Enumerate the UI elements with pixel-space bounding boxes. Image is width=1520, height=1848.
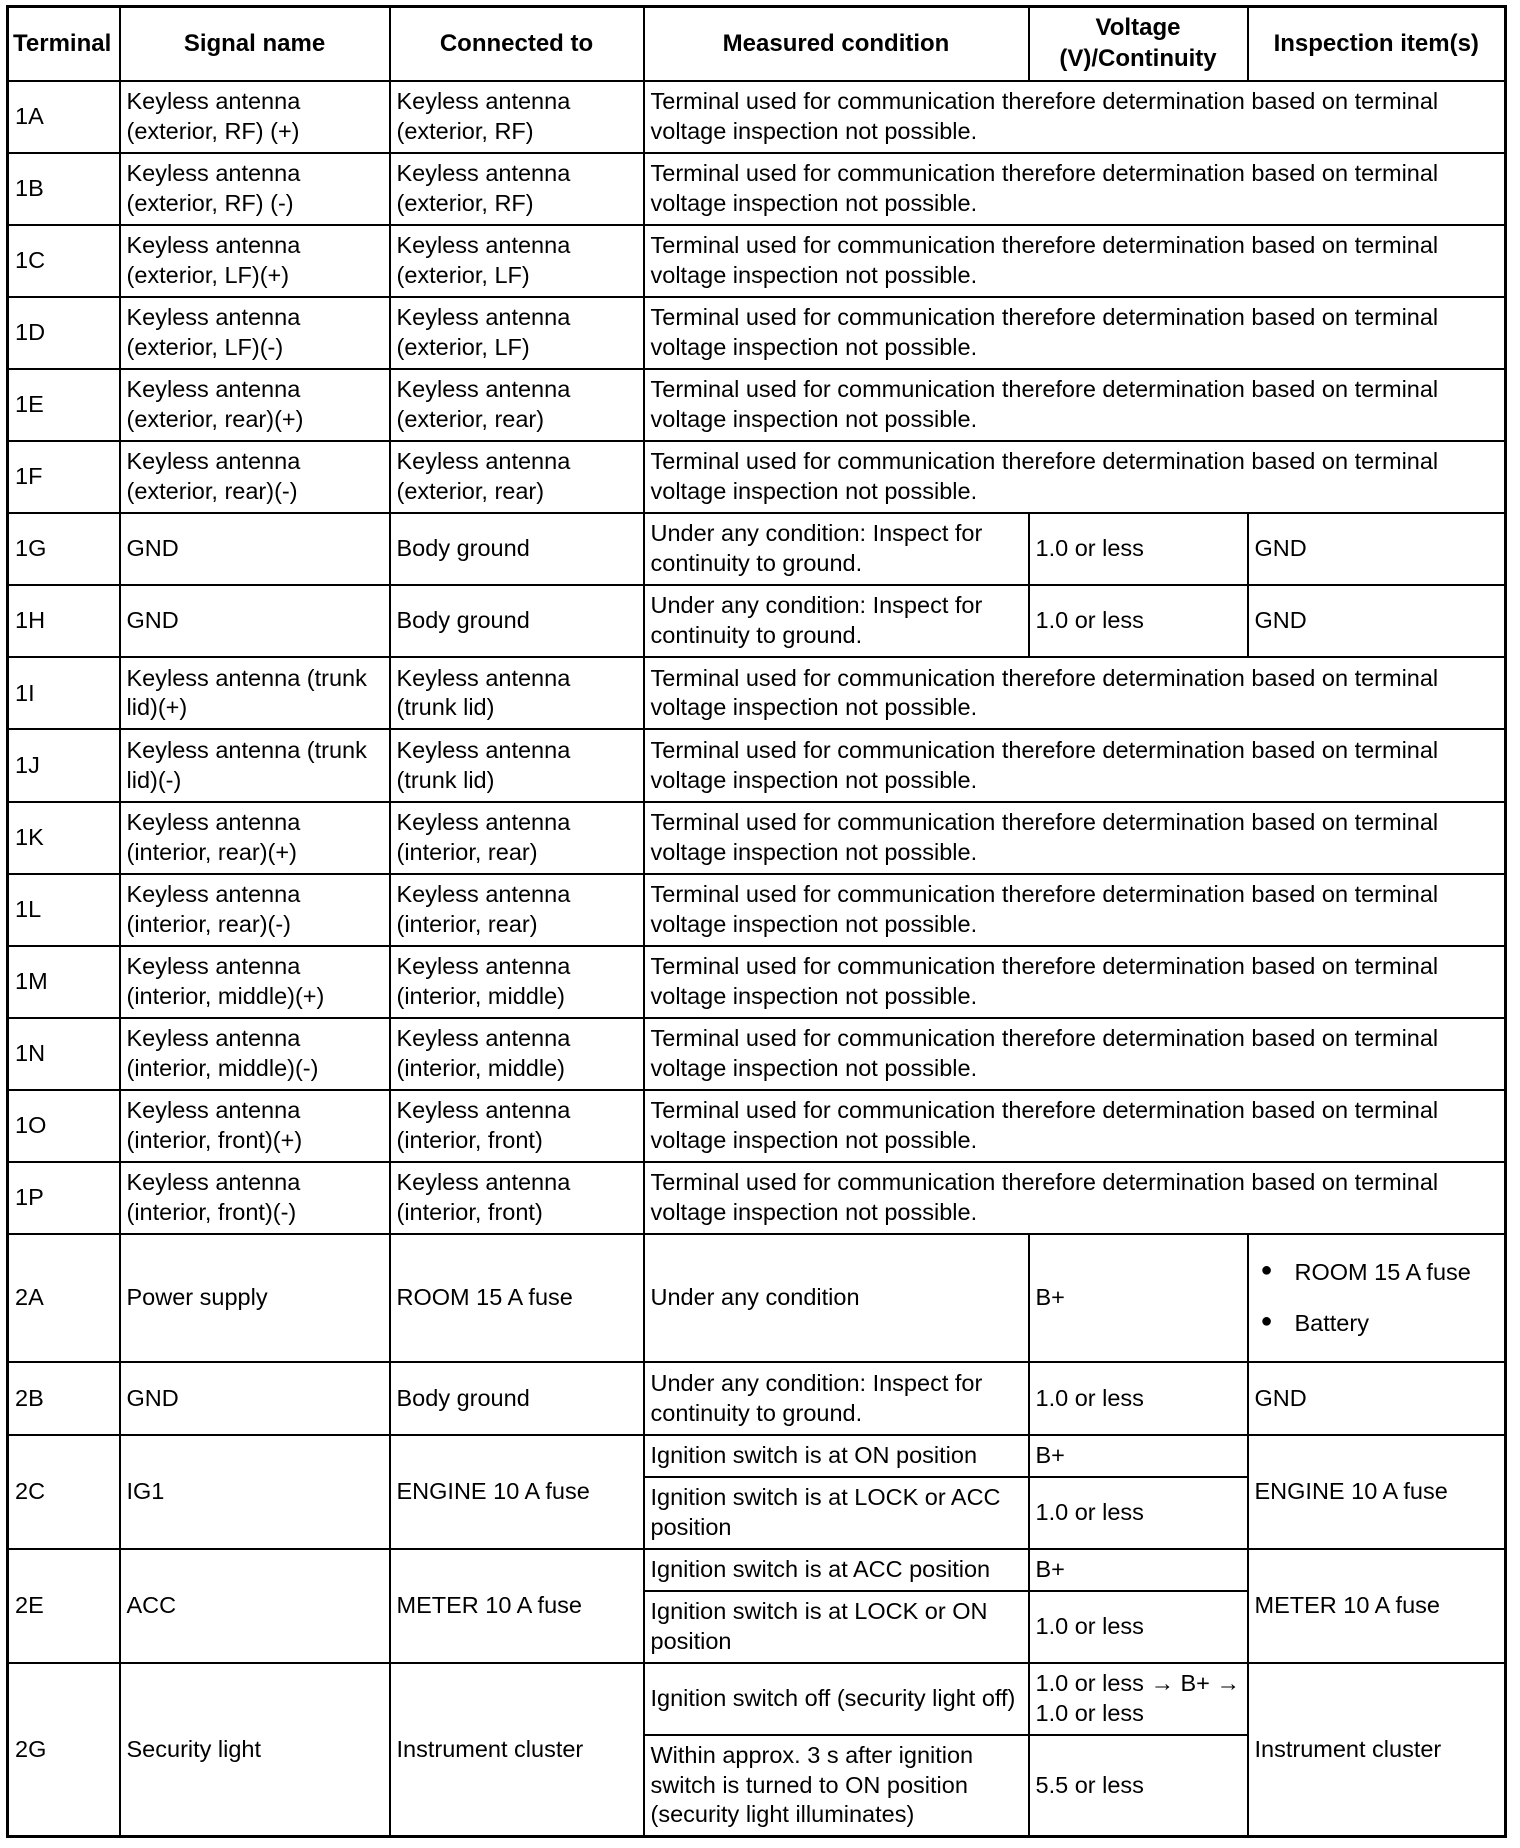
connected-cell: Keyless antenna (interior, front) xyxy=(390,1090,644,1162)
connected-cell: Keyless antenna (interior, middle) xyxy=(390,1018,644,1090)
condition-cell: Ignition switch off (security light off) xyxy=(644,1663,1029,1735)
voltage-cell: 1.0 or less → B+ → 1.0 or less xyxy=(1029,1663,1248,1735)
table-row xyxy=(8,1362,1506,1434)
signal-cell: Keyless antenna (interior, rear)(+) xyxy=(120,802,390,874)
terminal-cell: 2A xyxy=(8,1234,120,1362)
signal-cell: Keyless antenna (exterior, RF) (+) xyxy=(120,81,390,153)
signal-cell: Keyless antenna (exterior, LF)(+) xyxy=(120,225,390,297)
terminal-cell: 1M xyxy=(8,946,120,1018)
connected-cell: Keyless antenna (interior, middle) xyxy=(390,946,644,1018)
inspection-cell: Instrument cluster xyxy=(1248,1663,1506,1837)
signal-cell: GND xyxy=(120,585,390,657)
connected-cell: Keyless antenna (exterior, RF) xyxy=(390,153,644,225)
terminal-cell: 1G xyxy=(8,513,120,585)
signal-cell: Keyless antenna (interior, front)(+) xyxy=(120,1090,390,1162)
connected-cell: Body ground xyxy=(390,513,644,585)
terminal-cell: 1A xyxy=(8,81,120,153)
terminal-cell: 2E xyxy=(8,1549,120,1663)
communication-note: Terminal used for communication therefore determination based on terminal voltage inspection not possible. xyxy=(644,874,1506,946)
connected-cell: Body ground xyxy=(390,585,644,657)
connected-cell: Keyless antenna (exterior, LF) xyxy=(390,297,644,369)
condition-cell: Ignition switch is at LOCK or ACC position xyxy=(644,1477,1029,1549)
table-row xyxy=(8,1435,1506,1477)
signal-cell: Keyless antenna (exterior, LF)(-) xyxy=(120,297,390,369)
table-row xyxy=(8,729,1506,801)
connected-cell: METER 10 A fuse xyxy=(390,1549,644,1663)
table-row xyxy=(8,585,1506,657)
voltage-cell: 1.0 or less xyxy=(1029,1591,1248,1663)
connected-cell: ROOM 15 A fuse xyxy=(390,1234,644,1362)
connected-cell: Body ground xyxy=(390,1362,644,1434)
connected-cell: Keyless antenna (interior, rear) xyxy=(390,874,644,946)
terminal-cell: 2C xyxy=(8,1435,120,1549)
signal-cell: Security light xyxy=(120,1663,390,1837)
signal-cell: Keyless antenna (trunk lid)(-) xyxy=(120,729,390,801)
header-signal-name: Signal name xyxy=(120,7,390,81)
terminal-cell: 1E xyxy=(8,369,120,441)
connected-cell: Keyless antenna (exterior, RF) xyxy=(390,81,644,153)
condition-cell: Under any condition: Inspect for continuity to ground. xyxy=(644,585,1029,657)
signal-cell: Keyless antenna (exterior, rear)(+) xyxy=(120,369,390,441)
table-row xyxy=(8,513,1506,585)
table-row xyxy=(8,946,1506,1018)
signal-cell: Keyless antenna (trunk lid)(+) xyxy=(120,657,390,729)
inspection-cell: ENGINE 10 A fuse xyxy=(1248,1435,1506,1549)
inspection-cell xyxy=(1248,1234,1506,1362)
table-row xyxy=(8,1663,1506,1735)
terminal-cell: 2G xyxy=(8,1663,120,1837)
connected-cell: Keyless antenna (trunk lid) xyxy=(390,729,644,801)
communication-note: Terminal used for communication therefore determination based on terminal voltage inspection not possible. xyxy=(644,729,1506,801)
communication-note: Terminal used for communication therefore determination based on terminal voltage inspection not possible. xyxy=(644,297,1506,369)
connected-cell: Keyless antenna (exterior, rear) xyxy=(390,441,644,513)
table-row xyxy=(8,1549,1506,1591)
communication-note: Terminal used for communication therefore determination based on terminal voltage inspection not possible. xyxy=(644,657,1506,729)
signal-cell: IG1 xyxy=(120,1435,390,1549)
condition-cell: Under any condition: Inspect for continuity to ground. xyxy=(644,513,1029,585)
table-row xyxy=(8,874,1506,946)
communication-note: Terminal used for communication therefore determination based on terminal voltage inspection not possible. xyxy=(644,802,1506,874)
connected-cell: Keyless antenna (exterior, LF) xyxy=(390,225,644,297)
connected-cell: Keyless antenna (interior, front) xyxy=(390,1162,644,1234)
inspection-cell: GND xyxy=(1248,585,1506,657)
voltage-cell: B+ xyxy=(1029,1234,1248,1362)
condition-cell: Ignition switch is at ACC position xyxy=(644,1549,1029,1591)
voltage-cell: 5.5 or less xyxy=(1029,1735,1248,1836)
signal-cell: GND xyxy=(120,513,390,585)
signal-cell: Keyless antenna (interior, rear)(-) xyxy=(120,874,390,946)
table-row xyxy=(8,657,1506,729)
terminal-cell: 1L xyxy=(8,874,120,946)
table-row xyxy=(8,81,1506,153)
inspection-cell: GND xyxy=(1248,1362,1506,1434)
terminal-cell: 1I xyxy=(8,657,120,729)
table-row xyxy=(8,1234,1506,1362)
connected-cell: ENGINE 10 A fuse xyxy=(390,1435,644,1549)
communication-note: Terminal used for communication therefore determination based on terminal voltage inspection not possible. xyxy=(644,1090,1506,1162)
header-row xyxy=(8,7,1506,81)
table-row xyxy=(8,1090,1506,1162)
signal-cell: ACC xyxy=(120,1549,390,1663)
voltage-cell: 1.0 or less xyxy=(1029,585,1248,657)
connected-cell: Keyless antenna (interior, rear) xyxy=(390,802,644,874)
signal-cell: Keyless antenna (exterior, RF) (-) xyxy=(120,153,390,225)
communication-note: Terminal used for communication therefore determination based on terminal voltage inspection not possible. xyxy=(644,1162,1506,1234)
condition-cell: Ignition switch is at ON position xyxy=(644,1435,1029,1477)
communication-note: Terminal used for communication therefore determination based on terminal voltage inspection not possible. xyxy=(644,81,1506,153)
inspection-bullet-list xyxy=(1255,1258,1499,1340)
signal-cell: GND xyxy=(120,1362,390,1434)
terminal-cell: 1K xyxy=(8,802,120,874)
communication-note: Terminal used for communication therefore determination based on terminal voltage inspection not possible. xyxy=(644,153,1506,225)
voltage-cell: 1.0 or less xyxy=(1029,1362,1248,1434)
condition-cell: Ignition switch is at LOCK or ON position xyxy=(644,1591,1029,1663)
terminal-cell: 1H xyxy=(8,585,120,657)
condition-cell: Within approx. 3 s after ignition switch is turned to ON position (security light illuminates) xyxy=(644,1735,1029,1836)
table-row xyxy=(8,1162,1506,1234)
signal-cell: Keyless antenna (exterior, rear)(-) xyxy=(120,441,390,513)
inspection-cell: METER 10 A fuse xyxy=(1248,1549,1506,1663)
inspection-bullet-item: ● ROOM 15 A fuse xyxy=(1295,1258,1499,1288)
table-row xyxy=(8,802,1506,874)
terminal-cell: 1C xyxy=(8,225,120,297)
communication-note: Terminal used for communication therefore determination based on terminal voltage inspection not possible. xyxy=(644,369,1506,441)
terminal-inspection-table xyxy=(6,5,1507,1838)
terminal-cell: 1D xyxy=(8,297,120,369)
connected-cell: Keyless antenna (trunk lid) xyxy=(390,657,644,729)
table-row xyxy=(8,153,1506,225)
connected-cell: Keyless antenna (exterior, rear) xyxy=(390,369,644,441)
inspection-bullet-item: ● Battery xyxy=(1295,1309,1499,1339)
signal-cell: Keyless antenna (interior, middle)(-) xyxy=(120,1018,390,1090)
connected-cell: Instrument cluster xyxy=(390,1663,644,1837)
terminal-cell: 1B xyxy=(8,153,120,225)
table-row xyxy=(8,1018,1506,1090)
voltage-cell: 1.0 or less xyxy=(1029,1477,1248,1549)
communication-note: Terminal used for communication therefore determination based on terminal voltage inspection not possible. xyxy=(644,441,1506,513)
signal-cell: Keyless antenna (interior, front)(-) xyxy=(120,1162,390,1234)
terminal-cell: 1J xyxy=(8,729,120,801)
header-measured-condition: Measured condition xyxy=(644,7,1029,81)
signal-cell: Power supply xyxy=(120,1234,390,1362)
condition-cell: Under any condition: Inspect for continuity to ground. xyxy=(644,1362,1029,1434)
terminal-cell: 2B xyxy=(8,1362,120,1434)
terminal-cell: 1N xyxy=(8,1018,120,1090)
header-voltage: Voltage (V)/Continuity xyxy=(1029,7,1248,81)
terminal-cell: 1O xyxy=(8,1090,120,1162)
condition-cell: Under any condition xyxy=(644,1234,1029,1362)
table-row xyxy=(8,441,1506,513)
header-terminal: Terminal xyxy=(8,7,120,81)
terminal-cell: 1F xyxy=(8,441,120,513)
header-inspection-items: Inspection item(s) xyxy=(1248,7,1506,81)
table-row xyxy=(8,297,1506,369)
table-row xyxy=(8,369,1506,441)
terminal-cell: 1P xyxy=(8,1162,120,1234)
voltage-cell: 1.0 or less xyxy=(1029,513,1248,585)
communication-note: Terminal used for communication therefore determination based on terminal voltage inspection not possible. xyxy=(644,946,1506,1018)
voltage-cell: B+ xyxy=(1029,1435,1248,1477)
voltage-cell: B+ xyxy=(1029,1549,1248,1591)
table-row xyxy=(8,225,1506,297)
communication-note: Terminal used for communication therefore determination based on terminal voltage inspection not possible. xyxy=(644,1018,1506,1090)
inspection-cell: GND xyxy=(1248,513,1506,585)
header-connected-to: Connected to xyxy=(390,7,644,81)
communication-note: Terminal used for communication therefore determination based on terminal voltage inspection not possible. xyxy=(644,225,1506,297)
signal-cell: Keyless antenna (interior, middle)(+) xyxy=(120,946,390,1018)
